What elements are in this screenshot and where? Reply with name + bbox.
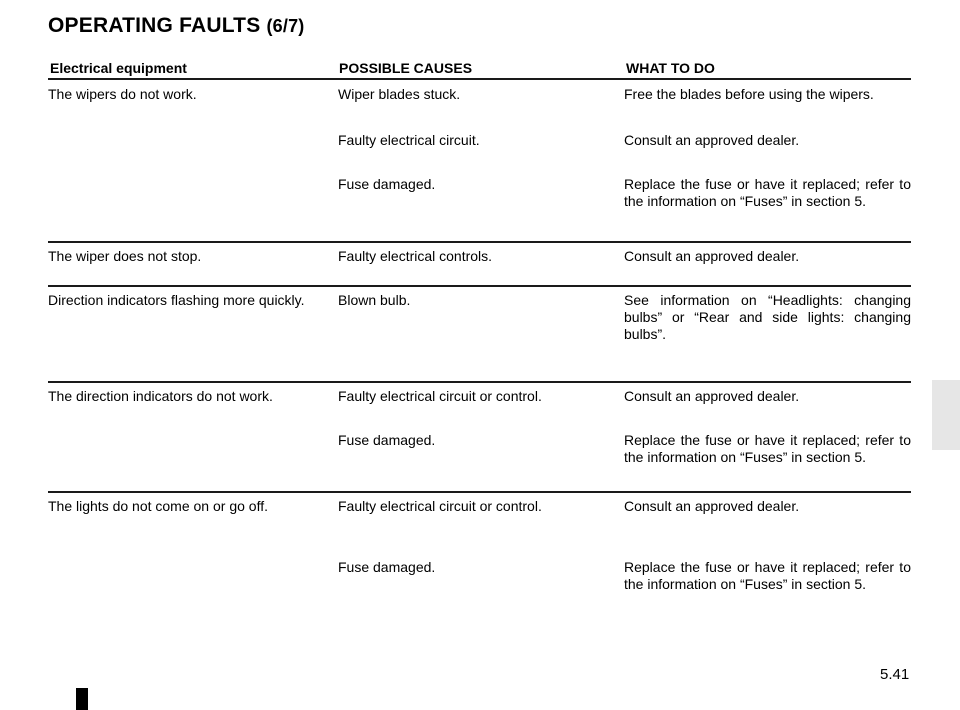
table-row-action: Consult an approved dealer. xyxy=(624,388,800,404)
page-title xyxy=(48,14,304,38)
table-row-action: Replace the fuse or have it replaced; refer to the information on “Fuses” in section 5. xyxy=(624,559,911,592)
header-divider xyxy=(48,78,911,80)
section-tab xyxy=(932,380,960,450)
table-row-cause: Wiper blades stuck. xyxy=(338,86,461,102)
table-row-cause: Fuse damaged. xyxy=(338,432,436,448)
table-row-cause: Faulty electrical circuit or control. xyxy=(338,388,542,404)
corner-mark xyxy=(76,688,88,710)
table-row-cause: Faulty electrical circuit. xyxy=(338,132,480,148)
table-row-equipment: The direction indicators do not work. xyxy=(48,388,273,404)
table-row-action: See information on “Headlights: changing bulbs” or “Rear and side lights: changing bulbs”. xyxy=(624,292,911,342)
page-number: 5.41 xyxy=(880,666,910,683)
row-divider xyxy=(48,241,911,243)
table-row-action: Consult an approved dealer. xyxy=(624,498,800,514)
table-row-cause: Blown bulb. xyxy=(338,292,411,308)
table-row-equipment: The wiper does not stop. xyxy=(48,248,202,264)
page-title-suffix: (6/7) xyxy=(266,16,305,36)
row-divider xyxy=(48,381,911,383)
table-row-equipment: The lights do not come on or go off. xyxy=(48,498,268,514)
table-row-action: Replace the fuse or have it replaced; refer to the information on “Fuses” in section 5. xyxy=(624,176,911,209)
table-row-cause: Faulty electrical circuit or control. xyxy=(338,498,542,514)
table-row-action: Free the blades before using the wipers. xyxy=(624,86,874,102)
table-row-equipment: Direction indicators flashing more quickly. xyxy=(48,292,305,308)
table-row-cause: Fuse damaged. xyxy=(338,176,436,192)
table-row-cause: Fuse damaged. xyxy=(338,559,436,575)
column-header-equipment: Electrical equipment xyxy=(50,60,187,76)
column-header-causes: POSSIBLE CAUSES xyxy=(339,60,473,76)
row-divider xyxy=(48,491,911,493)
page-title-text: OPERATING FAULTS xyxy=(48,14,261,37)
table-row-equipment: The wipers do not work. xyxy=(48,86,197,102)
table-row-action: Consult an approved dealer. xyxy=(624,248,800,264)
table-row-cause: Faulty electrical controls. xyxy=(338,248,493,264)
table-row-action: Replace the fuse or have it replaced; refer to the information on “Fuses” in section 5. xyxy=(624,432,911,465)
column-header-actions: WHAT TO DO xyxy=(626,60,715,76)
table-row-action: Consult an approved dealer. xyxy=(624,132,800,148)
row-divider xyxy=(48,285,911,287)
